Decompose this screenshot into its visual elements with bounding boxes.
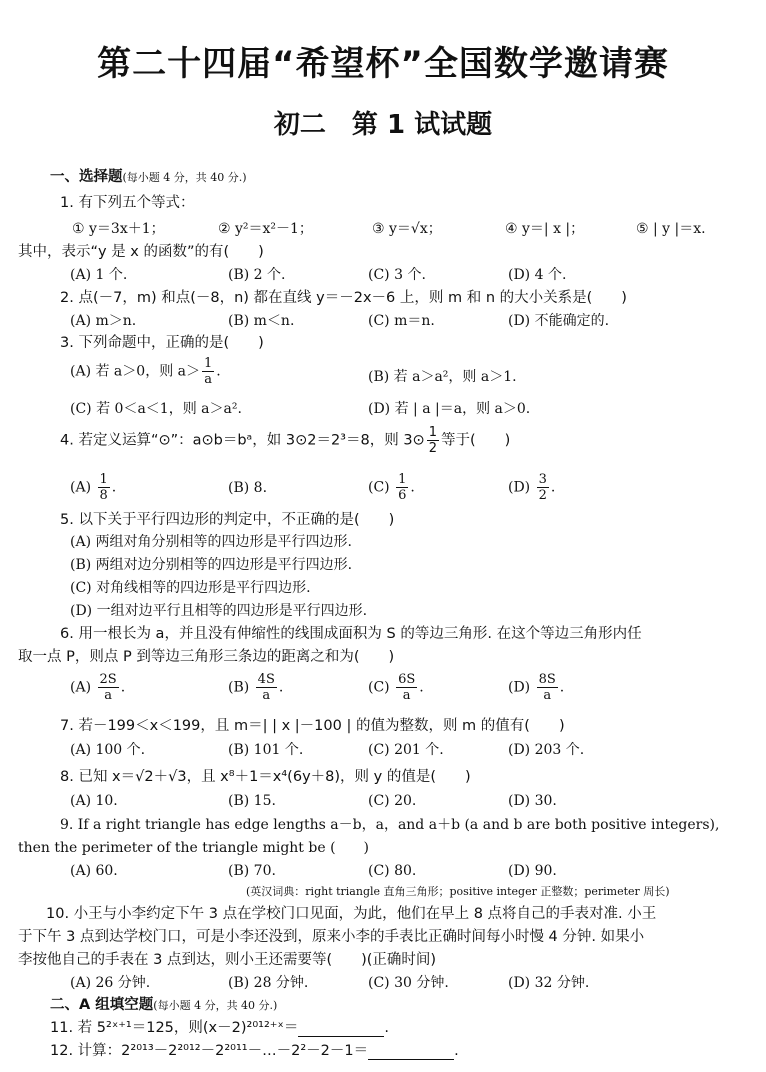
stem-text: 4. 若定义运算“⊙”：a⊙b＝bᵃ，如 3⊙2＝2³＝8，则 3⊙ bbox=[60, 432, 425, 449]
question-continuation: 取一点 P，则点 P 到等边三角形三条边的距离之和为( ) bbox=[18, 649, 395, 665]
question-continuation: 李按他自己的手表在 3 点到达，则小王还需要等( )(正确时间) bbox=[18, 952, 437, 968]
option-b: (B) 15. bbox=[228, 793, 276, 809]
denominator: a bbox=[204, 372, 213, 387]
numerator: 8S bbox=[538, 672, 556, 687]
option-label: (D) bbox=[508, 479, 531, 496]
question-stem bbox=[50, 1042, 459, 1060]
option-b: (B) 8. bbox=[228, 480, 268, 496]
stem-text: 11. 若 5²ˣ⁺¹＝125，则(x－2)²⁰¹²⁺ˣ＝ bbox=[50, 1020, 299, 1036]
glossary-note: (英汉词典：right triangle 直角三角形；positive integer 正整数；perimeter 周长) bbox=[246, 885, 670, 898]
equation-4: ④ y＝| x |； bbox=[505, 221, 585, 237]
option-period: . bbox=[216, 363, 221, 380]
section-name: 二、A 组填空题 bbox=[50, 997, 154, 1013]
option-b: (B) 101 个. bbox=[228, 742, 304, 758]
option-label: (A) bbox=[70, 479, 92, 496]
numerator: 6S bbox=[398, 672, 416, 687]
denominator: a bbox=[402, 688, 411, 703]
question-stem bbox=[60, 425, 510, 456]
option-b: (B) 两组对边分别相等的四边形是平行四边形. bbox=[70, 557, 353, 573]
option-c: (C) 201 个. bbox=[368, 742, 444, 758]
question-stem: 5. 以下关于平行四边形的判定中，不正确的是( ) bbox=[60, 512, 395, 528]
option-b: (B) 28 分钟. bbox=[228, 975, 309, 991]
equation-1: ① y＝3x＋1； bbox=[72, 221, 165, 237]
option-d: (D) 32 分钟. bbox=[508, 975, 590, 991]
question-stem: 3. 下列命题中，正确的是( ) bbox=[60, 335, 264, 351]
numerator: 1 bbox=[428, 425, 437, 440]
fraction bbox=[396, 672, 417, 703]
denominator: 6 bbox=[398, 488, 407, 503]
denominator: a bbox=[104, 688, 112, 703]
option-period: . bbox=[550, 479, 556, 496]
question-stem: 7. 若－199＜x＜199，且 m＝| | x |－100 | 的值为整数，则 m 的值有( ) bbox=[60, 718, 565, 734]
section-note: (每小题 4 分，共 40 分.) bbox=[153, 999, 278, 1012]
section-heading bbox=[50, 168, 247, 187]
section-heading bbox=[50, 996, 277, 1015]
option-b: (B) 2 个. bbox=[228, 267, 286, 283]
fraction bbox=[396, 472, 408, 503]
question-stem bbox=[50, 1019, 389, 1037]
numerator: 1 bbox=[398, 472, 407, 487]
option-b: (B) 若 a＞a²，则 a＞1. bbox=[368, 369, 517, 385]
option-c: (C) m＝n. bbox=[368, 313, 435, 329]
option-a bbox=[70, 356, 221, 387]
fraction bbox=[537, 472, 549, 503]
option-a: (A) 26 分钟. bbox=[70, 975, 151, 991]
option-a: (A) 1 个. bbox=[70, 267, 128, 283]
option-c: (C) $\frac{6S}{a}$ . bbox=[368, 672, 424, 703]
fraction bbox=[256, 672, 277, 703]
equation-5: ⑤ | y |＝x. bbox=[636, 221, 706, 237]
equation-2: ② y²＝x²－1； bbox=[218, 221, 313, 237]
option-d: (D) 一组对边平行且相等的四边形是平行四边形. bbox=[70, 603, 368, 619]
question-stem: 2. 点(－7，m) 和点(－8，n) 都在直线 y＝－2x－6 上，则 m 和 n 的大小关系是( ) bbox=[60, 290, 627, 306]
option-label: (D) bbox=[508, 679, 531, 696]
option-a: (A) $\frac{2S}{a}$ . bbox=[70, 672, 126, 703]
option-c: (C) 若 0＜a＜1，则 a＞a². bbox=[70, 401, 242, 417]
stem-text-end: 等于( ) bbox=[440, 432, 511, 449]
option-d: (D) 4 个. bbox=[508, 267, 567, 283]
fraction bbox=[427, 425, 439, 456]
section-note: (每小题 4 分，共 40 分.) bbox=[122, 171, 247, 184]
option-d: (D) 203 个. bbox=[508, 742, 585, 758]
option-c bbox=[368, 472, 415, 503]
option-c: (C) 80. bbox=[368, 863, 417, 879]
option-c: (C) 3 个. bbox=[368, 267, 426, 283]
numerator: 4S bbox=[257, 672, 275, 687]
equation-3: ③ y＝√x； bbox=[372, 221, 442, 237]
fraction bbox=[537, 672, 558, 703]
denominator: a bbox=[543, 688, 552, 703]
question-stem: 9. If a right triangle has edge lengths a－b，a，and a＋b (a and b are both positive integers), bbox=[60, 817, 720, 833]
option-d: (D) 90. bbox=[508, 863, 557, 879]
stem-end: . bbox=[384, 1020, 389, 1036]
denominator: 2 bbox=[428, 441, 437, 456]
option-b: (B) $\frac{4S}{a}$ . bbox=[228, 672, 284, 703]
option-b: (B) 70. bbox=[228, 863, 276, 879]
option-c: (C) 30 分钟. bbox=[368, 975, 449, 991]
option-text: (A) 若 a＞0，则 a＞ bbox=[70, 363, 200, 380]
section-name: 一、选择题 bbox=[50, 169, 123, 185]
option-b: (B) m＜n. bbox=[228, 313, 295, 329]
option-d: (D) $\frac{8S}{a}$ . bbox=[508, 672, 565, 703]
option-period: . bbox=[111, 479, 117, 496]
question-stem: 10. 小王与小李约定下午 3 点在学校门口见面，为此，他们在早上 8 点将自己的手表对准. 小王 bbox=[46, 906, 657, 922]
question-stem: 8. 已知 x＝√2＋√3，且 x⁸＋1＝x⁴(6y＋8)，则 y 的值是( ) bbox=[60, 769, 471, 785]
question-continuation: then the perimeter of the triangle might be ( ) bbox=[18, 840, 370, 856]
fraction bbox=[98, 472, 110, 503]
question-continuation: 于下午 3 点到达学校门口，可是小李还没到，原来小李的手表比正确时间每小时慢 4 分钟. 如果小 bbox=[18, 929, 645, 945]
exam-title: 第二十四届“希望杯”全国数学邀请赛 bbox=[97, 44, 669, 84]
option-label: (C) bbox=[368, 679, 390, 696]
denominator: 8 bbox=[99, 488, 108, 503]
option-d: (D) 不能确定的. bbox=[508, 313, 610, 329]
answer-blank[interactable] bbox=[368, 1045, 454, 1060]
exam-subtitle: 初二 第 1 试试题 bbox=[273, 110, 493, 140]
option-a: (A) 60. bbox=[70, 863, 118, 879]
fraction bbox=[202, 356, 214, 387]
option-a: (A) 100 个. bbox=[70, 742, 146, 758]
denominator: 2 bbox=[538, 488, 547, 503]
option-d bbox=[508, 472, 555, 503]
question-continuation: 其中，表示“y 是 x 的函数”的有( ) bbox=[18, 244, 264, 260]
option-a: (A) 两组对角分别相等的四边形是平行四边形. bbox=[70, 534, 352, 550]
stem-text: 12. 计算：2²⁰¹³－2²⁰¹²－2²⁰¹¹－…－2²－2－1＝ bbox=[50, 1043, 369, 1059]
numerator: 1 bbox=[99, 472, 108, 487]
numerator: 1 bbox=[204, 356, 213, 371]
option-a: (A) 10. bbox=[70, 793, 118, 809]
denominator: a bbox=[262, 688, 271, 703]
option-d: (D) 30. bbox=[508, 793, 557, 809]
numerator: 3 bbox=[538, 472, 547, 487]
option-d: (D) 若 | a |＝a，则 a＞0. bbox=[368, 401, 531, 417]
stem-end: . bbox=[454, 1043, 459, 1059]
option-a bbox=[70, 472, 116, 503]
answer-blank[interactable] bbox=[298, 1022, 384, 1037]
option-label: (A) bbox=[70, 679, 92, 696]
numerator: 2S bbox=[99, 672, 117, 687]
option-c: (C) 对角线相等的四边形是平行四边形. bbox=[70, 580, 311, 596]
option-a: (A) m＞n. bbox=[70, 313, 137, 329]
option-label: (B) bbox=[228, 679, 250, 696]
question-stem: 6. 用一根长为 a，并且没有伸缩性的线围成面积为 S 的等边三角形. 在这个等边三角形内任 bbox=[60, 626, 642, 642]
question-stem: 1. 有下列五个等式： bbox=[60, 195, 195, 211]
option-c: (C) 20. bbox=[368, 793, 417, 809]
option-label: (C) bbox=[368, 479, 390, 496]
option-period: . bbox=[410, 479, 415, 496]
fraction bbox=[98, 672, 119, 703]
